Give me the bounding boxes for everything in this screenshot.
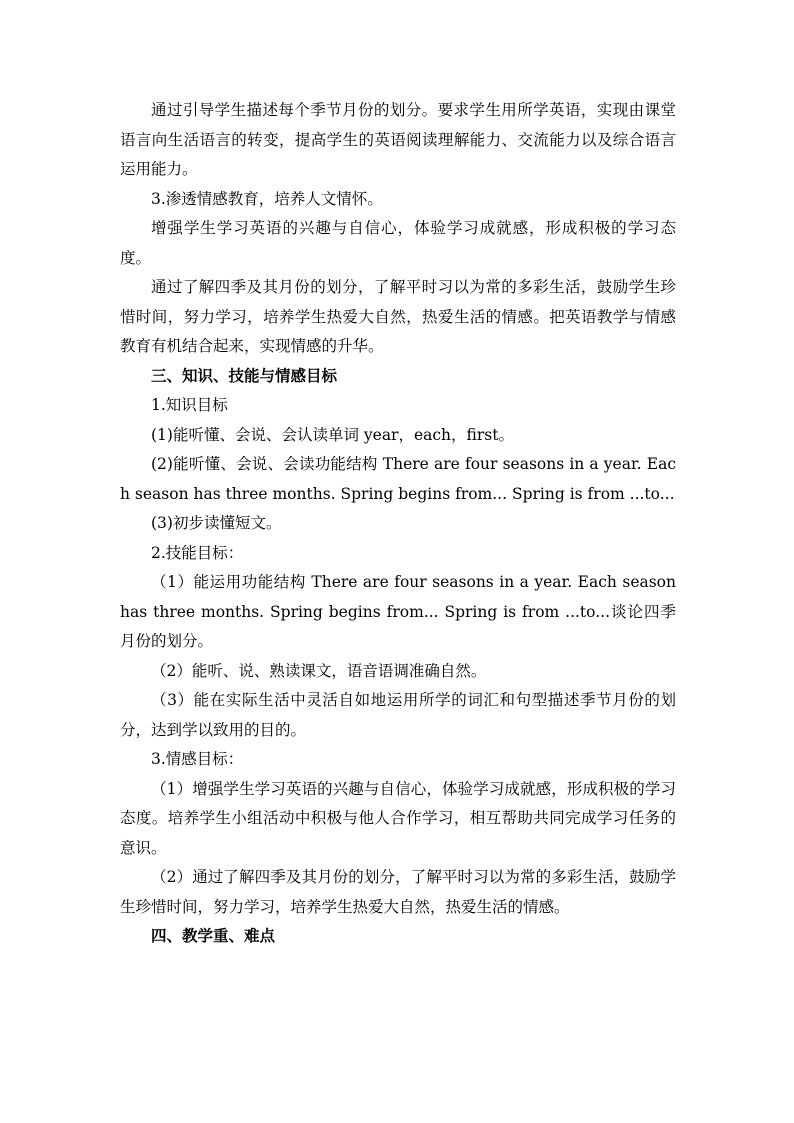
knowledge-item-2: (2)能听懂、会说、会读功能结构 There are four seasons in a year. Each season has three months. Spring begins from... Spring is from ...to... <box>120 455 676 503</box>
paragraph-item-3: 3.渗透情感教育，培养人文情怀。 <box>151 189 383 208</box>
paragraph-intro: 通过引导学生描述每个季节月份的划分。要求学生用所学英语，实现由课堂语言向生活语言的转变，提高学生的英语阅读理解能力、交流能力以及综合语言运用能力。 <box>120 101 676 178</box>
section-heading-4: 四、教学重、难点 <box>151 927 276 945</box>
knowledge-item-3: (3)初步读懂短文。 <box>151 514 282 532</box>
skills-item-1: （1）能运用功能结构 There are four seasons in a year. Each season has three months. Spring begins from... Spring is from ...to...谈论四季月份的划分。 <box>120 573 676 650</box>
emotion-item-1: （1）增强学生学习英语的兴趣与自信心，体验学习成就感，形成积极的学习态度。培养学生小组活动中积极与他人合作学习，相互帮助共同完成学习任务的意识。 <box>120 779 676 857</box>
subheading-skills: 2.技能目标： <box>151 543 244 562</box>
document-body <box>120 96 676 952</box>
paragraph-interest: 增强学生学习英语的兴趣与自信心，体验学习成就感，形成积极的学习态度。 <box>120 219 676 267</box>
paragraph-seasons: 通过了解四季及其月份的划分，了解平时习以为常的多彩生活，鼓励学生珍惜时间，努力学习，培养学生热爱大自然，热爱生活的情感。把英语教学与情感教育有机结合起来，实现情感的升华。 <box>120 278 676 355</box>
emotion-item-2: （2）通过了解四季及其月份的划分，了解平时习以为常的多彩生活，鼓励学生珍惜时间，努力学习，培养学生热爱大自然，热爱生活的情感。 <box>120 868 676 916</box>
knowledge-item-1: (1)能听懂、会说、会认读单词 year，each，first。 <box>151 425 514 444</box>
skills-item-2: （2）能听、说、熟读课文，语音语调准确自然。 <box>151 661 487 680</box>
skills-item-3: （3）能在实际生活中灵活自如地运用所学的词汇和句型描述季节月份的划分，达到学以致用的目的。 <box>120 691 676 739</box>
subheading-emotion: 3.情感目标： <box>151 750 244 768</box>
section-heading-3: 三、知识、技能与情感目标 <box>151 366 338 385</box>
subheading-knowledge: 1.知识目标 <box>151 396 228 414</box>
